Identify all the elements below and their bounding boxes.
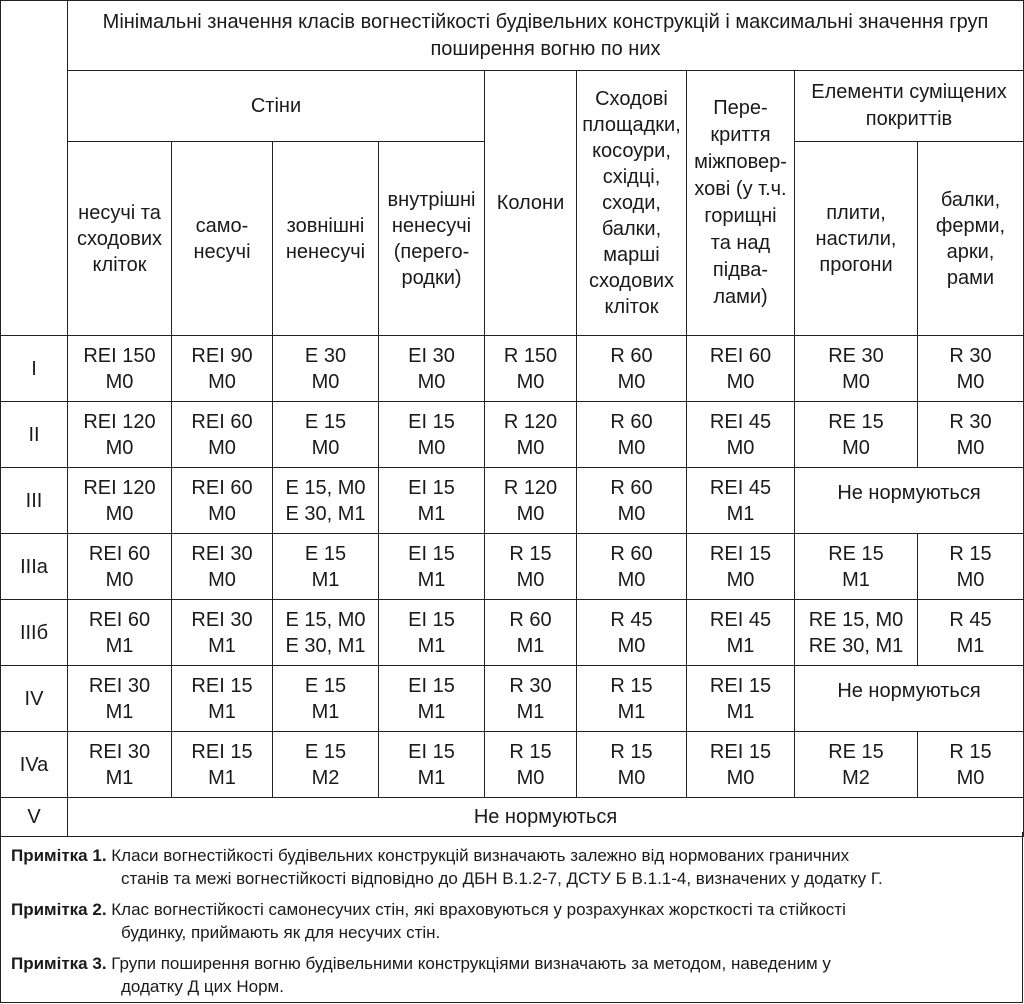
value-line: E 30, M1	[285, 634, 366, 657]
note-text: Групи поширення вогню будівельними конструкціями визначають за методом, наведеним у	[111, 954, 831, 973]
header-text-line: ненесучі	[391, 214, 472, 237]
value-line: M1	[956, 634, 985, 657]
value-cell	[273, 534, 379, 600]
value-cell	[379, 732, 485, 798]
value-cell	[687, 732, 795, 798]
value-cell	[379, 600, 485, 666]
value-line: M1	[417, 700, 446, 723]
value-line: M1	[726, 700, 755, 723]
header-text-line: несучі та	[78, 201, 161, 224]
columns-header-label: Колони	[496, 192, 565, 214]
header-text-line: Елементи суміщених	[811, 81, 1007, 103]
table-row	[1, 798, 1024, 837]
note-text: Класи вогнестійкості будівельних конструкцій визначають залежно від нормованих граничних	[111, 846, 850, 865]
value-line: M0	[956, 436, 985, 459]
value-line: REI 45	[709, 608, 772, 631]
value-cell	[687, 534, 795, 600]
value-cell	[273, 468, 379, 534]
value-cell	[485, 468, 577, 534]
value-line: M0	[842, 436, 870, 459]
value-cell	[172, 600, 273, 666]
header-text-line: підва-	[712, 259, 769, 281]
value-line: M1	[726, 634, 755, 657]
value-line: EI 15	[408, 542, 455, 565]
degree-cell: IIIб	[1, 600, 68, 666]
value-line: M0	[956, 568, 985, 591]
value-line: R 15	[610, 674, 653, 697]
value-cell	[172, 732, 273, 798]
value-line: M0	[726, 436, 755, 459]
floors-header	[687, 71, 795, 336]
value-line: M2	[311, 766, 340, 789]
value-cell	[379, 402, 485, 468]
value-line: R 120	[503, 410, 558, 433]
value-cell	[379, 336, 485, 402]
value-line: REI 45	[709, 476, 772, 499]
value-line: REI 120	[83, 410, 156, 433]
header-text-line: рами	[946, 266, 995, 289]
value-line: M0	[726, 370, 755, 393]
value-cell	[918, 600, 1024, 666]
value-line: M1	[417, 568, 446, 591]
value-cell	[795, 600, 918, 666]
columns-header	[485, 71, 577, 336]
value-line: M0	[105, 436, 134, 459]
value-cell	[918, 534, 1024, 600]
note-item	[7, 898, 1016, 944]
value-line: REI 60	[191, 476, 253, 499]
value-line: R 120	[503, 476, 558, 499]
note-item	[7, 844, 1016, 890]
value-cell	[795, 402, 918, 468]
walls-external-header	[273, 142, 379, 336]
value-line: M2	[842, 766, 870, 789]
value-cell	[172, 666, 273, 732]
value-cell	[687, 336, 795, 402]
value-line: M0	[105, 502, 134, 525]
value-line: M0	[311, 436, 340, 459]
value-line: R 150	[503, 344, 558, 367]
value-line: E 15, M0	[285, 608, 366, 631]
value-line: REI 15	[709, 542, 772, 565]
header-text-line: міжповер-	[694, 151, 787, 173]
table-row	[1, 666, 1024, 732]
value-cell	[379, 534, 485, 600]
value-line: M0	[516, 370, 545, 393]
value-line: M1	[208, 634, 236, 657]
value-line: M0	[311, 370, 340, 393]
value-line: M1	[311, 568, 340, 591]
header-text-line: площадки,	[582, 114, 681, 136]
value-cell	[795, 336, 918, 402]
value-line: E 30, M1	[285, 502, 366, 525]
not-regulated-cell: Не нормуються	[68, 798, 1024, 837]
header-text-line: Пере-	[713, 97, 768, 119]
value-line: R 60	[610, 476, 653, 499]
value-line: EI 15	[408, 674, 455, 697]
value-line: M1	[311, 700, 340, 723]
value-cell	[687, 402, 795, 468]
value-line: R 45	[610, 608, 653, 631]
value-line: M1	[105, 700, 134, 723]
header-text-line: настили,	[815, 227, 897, 250]
value-line: R 60	[610, 410, 653, 433]
value-line: RE 15	[828, 542, 884, 565]
degree-header	[1, 1, 68, 336]
value-cell	[485, 534, 577, 600]
value-line: EI 15	[408, 608, 455, 631]
table-title-text: Мінімальні значення класів вогнестійкості будівельних конструкцій і максимальні значення груп поширення вогню по них	[102, 10, 989, 60]
value-line: M1	[417, 766, 446, 789]
header-text-line: зовнішні	[286, 214, 365, 237]
value-line: M0	[617, 436, 646, 459]
value-cell	[918, 336, 1024, 402]
value-cell	[379, 468, 485, 534]
value-line: REI 15	[709, 740, 772, 763]
value-line: M1	[208, 766, 236, 789]
value-line: E 15	[304, 674, 347, 697]
value-line: E 30	[304, 344, 347, 367]
not-regulated-cell: Не нормуються	[795, 468, 1024, 534]
degree-cell: IVa	[1, 732, 68, 798]
value-line: M0	[956, 766, 985, 789]
degree-cell: I	[1, 336, 68, 402]
header-text-line: сходи,	[602, 192, 661, 214]
value-line: REI 30	[191, 608, 253, 631]
degree-cell: II	[1, 402, 68, 468]
value-cell	[577, 600, 687, 666]
value-line: M0	[842, 370, 870, 393]
note-text-continued: станів та межі вогнестійкості відповідно до ДБН В.1.2-7, ДСТУ Б В.1.1-4, визначених у додатку Г.	[121, 869, 883, 888]
value-line: M1	[842, 568, 870, 591]
table-row	[1, 402, 1024, 468]
value-line: RE 15, M0	[808, 608, 904, 631]
value-cell	[273, 600, 379, 666]
value-line: M0	[617, 502, 646, 525]
value-line: M1	[726, 502, 755, 525]
value-line: M1	[105, 766, 134, 789]
value-cell	[795, 732, 918, 798]
value-line: M0	[208, 568, 236, 591]
header-text-line: кліток	[604, 296, 659, 318]
value-cell	[485, 666, 577, 732]
header-text-line: балки,	[601, 218, 662, 240]
value-line: E 15, M0	[285, 476, 366, 499]
header-text-line: лами)	[713, 286, 768, 308]
value-line: M0	[208, 370, 236, 393]
roof-header	[795, 71, 1024, 142]
value-line: M0	[417, 436, 446, 459]
value-line: M0	[417, 370, 446, 393]
degree-cell: III	[1, 468, 68, 534]
header-text-line: ферми,	[935, 214, 1006, 237]
value-line: REI 90	[191, 344, 253, 367]
value-line: RE 30	[828, 344, 884, 367]
value-line: M1	[417, 502, 446, 525]
value-cell	[273, 666, 379, 732]
table-title	[68, 1, 1024, 71]
header-text-line: криття	[710, 124, 771, 146]
stairs-header	[577, 71, 687, 336]
value-cell	[68, 336, 172, 402]
value-cell	[68, 600, 172, 666]
header-text-line: покриттів	[865, 108, 953, 130]
value-line: M0	[208, 502, 236, 525]
value-cell	[918, 732, 1024, 798]
value-cell	[687, 468, 795, 534]
value-cell	[172, 534, 273, 600]
header-text-line: кліток	[92, 253, 147, 276]
value-line: M1	[417, 634, 446, 657]
value-line: REI 15	[191, 674, 253, 697]
value-line: EI 15	[408, 410, 455, 433]
value-line: M0	[516, 766, 545, 789]
value-line: M1	[617, 700, 646, 723]
value-cell	[379, 666, 485, 732]
value-line: REI 150	[83, 344, 156, 367]
value-line: R 45	[949, 608, 992, 631]
value-line: E 15	[304, 410, 347, 433]
header-text-line: само-	[195, 214, 249, 237]
walls-internal-header	[379, 142, 485, 336]
header-text-line: косоури,	[592, 140, 671, 162]
value-line: M0	[516, 502, 545, 525]
value-line: M1	[516, 700, 545, 723]
value-line: RE 15	[828, 410, 884, 433]
value-cell	[577, 732, 687, 798]
header-text-line: сходових	[588, 270, 675, 292]
roof-slabs-header	[795, 142, 918, 336]
note-item	[7, 952, 1016, 998]
header-text-line: марші	[603, 244, 660, 266]
value-cell	[273, 402, 379, 468]
value-cell	[172, 468, 273, 534]
header-text-line: арки,	[946, 240, 995, 263]
value-line: RE 30, M1	[808, 634, 904, 657]
value-line: M0	[105, 370, 134, 393]
value-line: R 15	[949, 542, 992, 565]
value-cell	[172, 336, 273, 402]
header-text-line: хові (у т.ч.	[694, 178, 787, 200]
degree-cell: IIIa	[1, 534, 68, 600]
value-line: M0	[617, 766, 646, 789]
value-line: M1	[516, 634, 545, 657]
header-text-line: сходових	[76, 227, 163, 250]
header-text-line: Сходові	[595, 88, 668, 110]
value-line: M0	[726, 766, 755, 789]
value-cell	[687, 666, 795, 732]
value-line: R 30	[949, 410, 992, 433]
value-line: R 60	[610, 542, 653, 565]
value-line: EI 30	[408, 344, 455, 367]
value-cell	[577, 402, 687, 468]
note-text: Клас вогнестійкості самонесучих стін, які враховуються у розрахунках жорсткості та стійкості	[111, 900, 846, 919]
value-line: REI 60	[709, 344, 772, 367]
value-line: M1	[105, 634, 134, 657]
value-cell	[172, 402, 273, 468]
value-line: M0	[617, 568, 646, 591]
note-label: Примітка 3.	[11, 954, 107, 973]
value-line: M0	[208, 436, 236, 459]
value-cell	[577, 336, 687, 402]
header-text-line: несучі	[193, 240, 251, 263]
note-label: Примітка 1.	[11, 846, 107, 865]
header-text-line: східці,	[602, 166, 661, 188]
walls-header	[68, 71, 485, 142]
notes-section	[0, 832, 1023, 1003]
value-cell	[485, 336, 577, 402]
value-cell	[68, 534, 172, 600]
value-line: R 30	[509, 674, 552, 697]
value-line: R 15	[509, 542, 552, 565]
table-row	[1, 336, 1024, 402]
degree-cell: IV	[1, 666, 68, 732]
value-line: M0	[726, 568, 755, 591]
value-line: M0	[956, 370, 985, 393]
value-cell	[577, 534, 687, 600]
note-label: Примітка 2.	[11, 900, 107, 919]
value-cell	[485, 732, 577, 798]
header-text-line: прогони	[819, 253, 893, 276]
value-line: M1	[208, 700, 236, 723]
value-cell	[577, 468, 687, 534]
value-line: M0	[105, 568, 134, 591]
value-cell	[485, 600, 577, 666]
value-line: REI 60	[88, 542, 151, 565]
value-line: REI 15	[709, 674, 772, 697]
walls-self-bearing-header	[172, 142, 273, 336]
value-line: R 30	[949, 344, 992, 367]
table-row	[1, 468, 1024, 534]
degree-cell: V	[1, 798, 68, 837]
header-text-line: балки,	[940, 188, 1001, 211]
value-cell	[687, 600, 795, 666]
value-line: RE 15	[828, 740, 884, 763]
value-line: R 60	[610, 344, 653, 367]
table-row	[1, 600, 1024, 666]
table-row	[1, 732, 1024, 798]
table-row	[1, 534, 1024, 600]
value-line: REI 60	[88, 608, 151, 631]
value-line: EI 15	[408, 740, 455, 763]
value-cell	[68, 732, 172, 798]
value-cell	[68, 468, 172, 534]
value-line: REI 30	[88, 740, 151, 763]
note-text-continued: додатку Д цих Норм.	[121, 977, 284, 996]
header-text-line: та над	[710, 232, 771, 254]
value-line: REI 45	[709, 410, 772, 433]
walls-bearing-header	[68, 142, 172, 336]
value-line: REI 60	[191, 410, 253, 433]
value-line: R 60	[509, 608, 552, 631]
value-cell	[68, 666, 172, 732]
value-line: R 15	[949, 740, 992, 763]
value-cell	[577, 666, 687, 732]
header-text-line: внутрішні	[387, 188, 476, 211]
value-line: REI 15	[191, 740, 253, 763]
value-line: R 15	[610, 740, 653, 763]
value-line: E 15	[304, 740, 347, 763]
value-line: M0	[516, 436, 545, 459]
header-text-line: ненесучі	[285, 240, 366, 263]
header-text-line: плити,	[826, 201, 886, 224]
value-line: M0	[617, 370, 646, 393]
header-text-line: (перего-	[393, 240, 470, 263]
value-line: REI 120	[83, 476, 156, 499]
value-cell	[795, 534, 918, 600]
value-line: R 15	[509, 740, 552, 763]
value-line: EI 15	[408, 476, 455, 499]
value-cell	[485, 402, 577, 468]
value-cell	[273, 336, 379, 402]
value-cell	[918, 402, 1024, 468]
note-text-continued: будинку, приймають як для несучих стін.	[121, 923, 441, 942]
value-line: M0	[617, 634, 646, 657]
value-line: REI 30	[191, 542, 253, 565]
not-regulated-cell: Не нормуються	[795, 666, 1024, 732]
walls-header-label: Стіни	[250, 95, 302, 117]
roof-beams-header	[918, 142, 1024, 336]
header-text-line: родки)	[401, 266, 462, 289]
value-line: E 15	[304, 542, 347, 565]
value-cell	[273, 732, 379, 798]
value-line: REI 30	[88, 674, 151, 697]
value-line: M0	[516, 568, 545, 591]
header-text-line: горищні	[704, 205, 777, 227]
value-cell	[68, 402, 172, 468]
